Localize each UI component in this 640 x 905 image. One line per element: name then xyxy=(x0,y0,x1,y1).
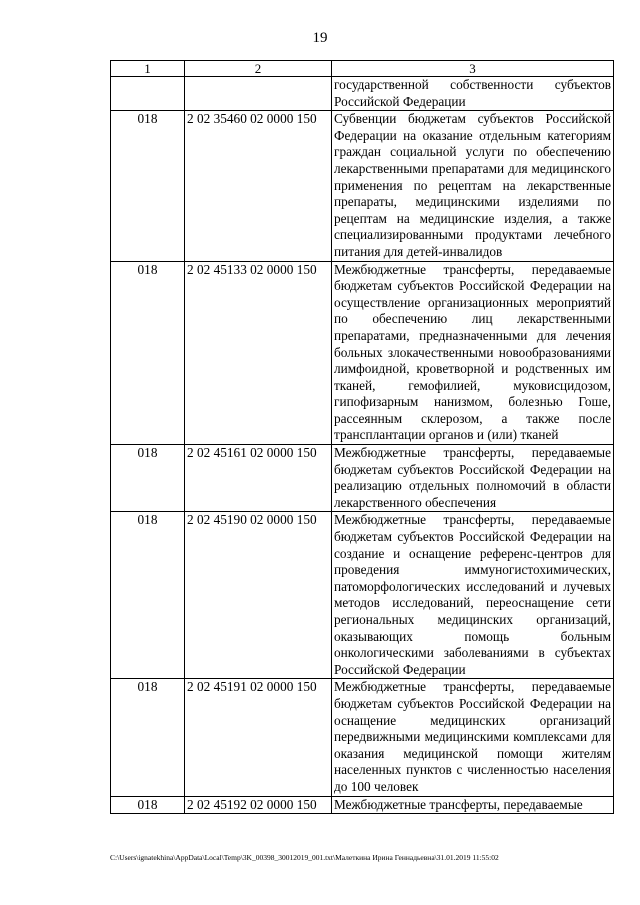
file-path-footer: C:\Users\ignatekhina\AppData\Local\Temp\3K_00398_30012019_001.txt\Малеткина Ирина Геннадьевна\31.01.2019 11:55:02 xyxy=(110,853,499,862)
description-cell: Межбюджетные трансферты, передаваемые бюджетам субъектов Российской Федерации на оснащение медицинских организаций передвижными медицинскими комплексами для оказания медицинской помощи жителям населенных пунктов с численностью населения до 100 человек xyxy=(332,679,614,796)
kbk-code-cell: 2 02 45192 02 0000 150 xyxy=(185,796,332,814)
table-row xyxy=(111,111,614,261)
description-cell: государственной собственности субъектов Российской Федерации xyxy=(332,77,614,111)
description-cell: Субвенции бюджетам субъектов Российской Федерации на оказание отдельным категориям граждан социальной услуги по обеспечению лекарственными препаратами для медицинского применения по рецептам на лекарственные препараты, медицинскими изделиями по рецептам на медицинские изделия, а также специализированными продуктами лечебного питания для детей-инвалидов xyxy=(332,111,614,261)
admin-code-cell: 018 xyxy=(111,512,185,679)
table-header-row xyxy=(111,61,614,77)
admin-code-cell: 018 xyxy=(111,679,185,796)
kbk-code-cell: 2 02 45191 02 0000 150 xyxy=(185,679,332,796)
page-number: 19 xyxy=(312,30,328,46)
header-cell-2: 2 xyxy=(185,61,332,77)
budget-classification-table xyxy=(110,60,614,814)
description-cell: Межбюджетные трансферты, передаваемые бюджетам субъектов Российской Федерации на осуществление организационных мероприятий по обеспечению лиц лекарственными препаратами, предназначенными для лечения больных злокачественными новообразованиями лимфоидной, кроветворной и родственных им тканей, гемофилией, муковисцидозом, гипофизарным нанизмом, болезнью Гоше, рассеянным склерозом, а также после трансплантации органов и (или) тканей xyxy=(332,261,614,445)
description-cell: Межбюджетные трансферты, передаваемые бюджетам субъектов Российской Федерации на реализацию отдельных полномочий в области лекарственного обеспечения xyxy=(332,445,614,512)
kbk-code-cell: 2 02 35460 02 0000 150 xyxy=(185,111,332,261)
table-row xyxy=(111,512,614,679)
admin-code-cell: 018 xyxy=(111,261,185,445)
admin-code-cell: 018 xyxy=(111,111,185,261)
admin-code-cell xyxy=(111,77,185,111)
table-row xyxy=(111,261,614,445)
description-cell: Межбюджетные трансферты, передаваемые xyxy=(332,796,614,814)
header-cell-3: 3 xyxy=(332,61,614,77)
kbk-code-cell: 2 02 45133 02 0000 150 xyxy=(185,261,332,445)
table-row xyxy=(111,445,614,512)
description-cell: Межбюджетные трансферты, передаваемые бюджетам субъектов Российской Федерации на создание и оснащение референс-центров для проведения иммуногистохимических, патоморфологических исследований и лучевых методов исследований, переоснащение сети региональных медицинских организаций, оказывающих помощь больным онкологическими заболеваниями в субъектах Российской Федерации xyxy=(332,512,614,679)
kbk-code-cell: 2 02 45161 02 0000 150 xyxy=(185,445,332,512)
table-row xyxy=(111,796,614,814)
admin-code-cell: 018 xyxy=(111,445,185,512)
kbk-code-cell xyxy=(185,77,332,111)
table-row xyxy=(111,679,614,796)
kbk-code-cell: 2 02 45190 02 0000 150 xyxy=(185,512,332,679)
admin-code-cell: 018 xyxy=(111,796,185,814)
header-cell-1: 1 xyxy=(111,61,185,77)
table-row xyxy=(111,77,614,111)
